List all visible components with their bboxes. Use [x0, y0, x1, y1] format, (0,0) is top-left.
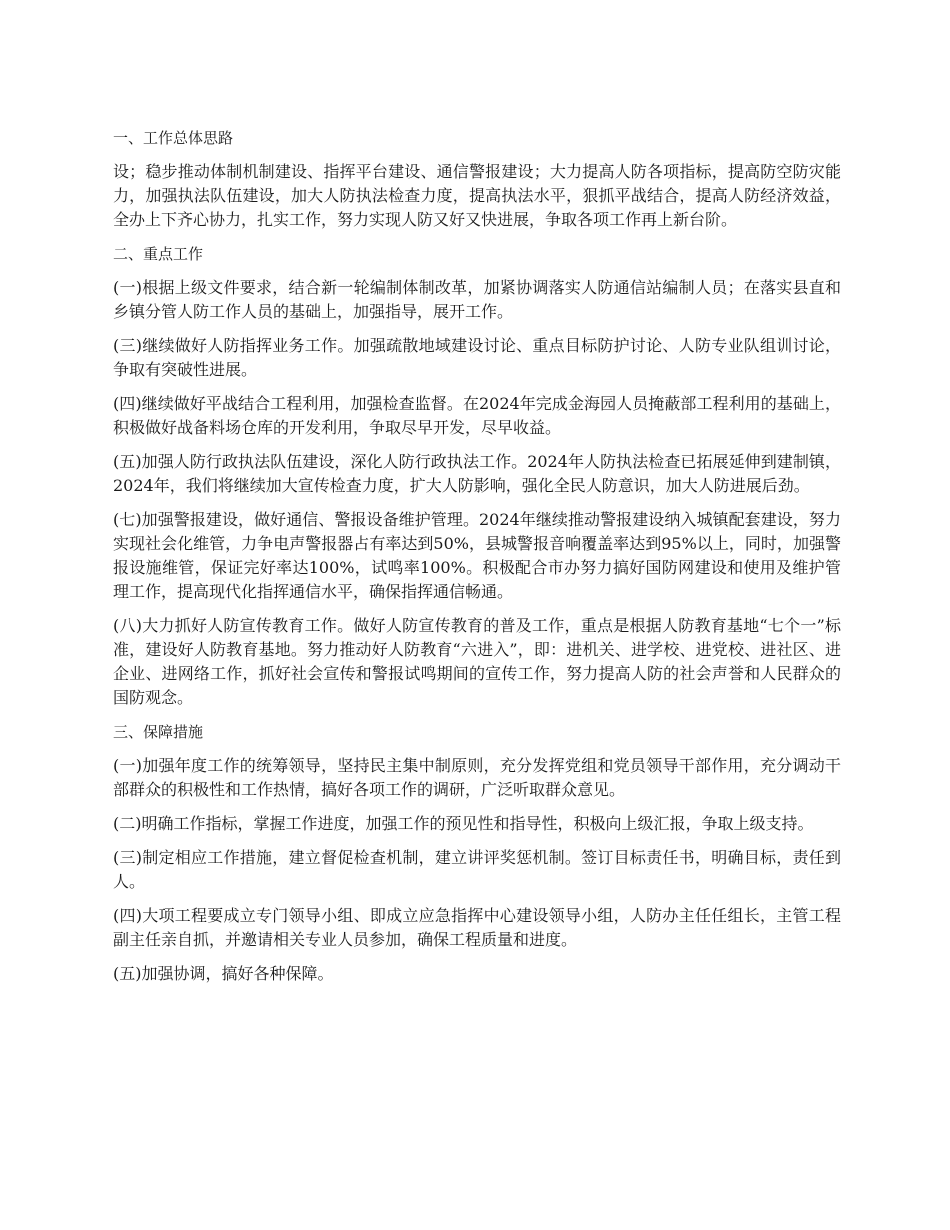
paragraph: (一)根据上级文件要求，结合新一轮编制体制改革，加紧协调落实人防通信站编制人员；在落实县直和乡镇分管人防工作人员的基础上，加强指导，展开工作。	[113, 278, 841, 321]
paragraph: (七)加强警报建设，做好通信、警报设备维护管理。2024年继续推动警报建设纳入城镇配套建设，努力实现社会化维管，力争电声警报器占有率达到50%，县城警报音响覆盖率达到95%以上，同时，加强警报设施维管，保证完好率达100%，试鸣率100%。积极配合市办努力搞好国防网建设和使用及维护管理工作，提高现代化指挥通信水平，确保指挥通信畅通。	[113, 510, 841, 601]
paragraph: (五)加强人防行政执法队伍建设，深化人防行政执法工作。2024年人防执法检查已拓展延伸到建制镇，2024年，我们将继续加大宣传检查力度，扩大人防影响，强化全民人防意识，加大人防进展后劲。	[113, 452, 841, 495]
paragraph: (四)大项工程要成立专门领导小组、即成立应急指挥中心建设领导小组，人防办主任任组长，主管工程副主任亲自抓，并邀请相关专业人员参加，确保工程质量和进度。	[113, 906, 841, 949]
paragraph: (五)加强协调，搞好各种保障。	[113, 964, 334, 983]
section-heading-overall-approach: 一、工作总体思路	[113, 129, 234, 147]
paragraph: (二)明确工作指标，掌握工作进度，加强工作的预见性和指导性，积极向上级汇报，争取上级支持。	[113, 814, 814, 833]
paragraph: (四)继续做好平战结合工程利用，加强检查监督。在2024年完成金海园人员掩蔽部工程利用的基础上，积极做好战备料场仓库的开发利用，争取尽早开发，尽早收益。	[113, 394, 841, 437]
paragraph: (三)制定相应工作措施，建立督促检查机制，建立讲评奖惩机制。签订目标责任书，明确目标，责任到人。	[113, 848, 841, 891]
document-body	[113, 126, 841, 996]
section-heading-key-work: 二、重点工作	[113, 245, 204, 263]
section-heading-safeguards: 三、保障措施	[113, 723, 204, 741]
paragraph: 设；稳步推动体制机制建设、指挥平台建设、通信警报建设；大力提高人防各项指标，提高防空防灾能力，加强执法队伍建设，加大人防执法检查力度，提高执法水平，狠抓平战结合，提高人防经济效益，全办上下齐心协力，扎实工作，努力实现人防又好又快进展，争取各项工作再上新台阶。	[113, 162, 841, 229]
paragraph: (八)大力抓好人防宣传教育工作。做好人防宣传教育的普及工作，重点是根据人防教育基地“七个一”标准，建设好人防教育基地。努力推动好人防教育“六进入”，即：进机关、进学校、进党校、进社区、进企业、进网络工作，抓好社会宣传和警报试鸣期间的宣传工作，努力提高人防的社会声誉和人民群众的国防观念。	[113, 616, 841, 707]
paragraph: (一)加强年度工作的统筹领导，坚持民主集中制原则，充分发挥党组和党员领导干部作用，充分调动干部群众的积极性和工作热情，搞好各项工作的调研，广泛听取群众意见。	[113, 756, 841, 799]
paragraph: (三)继续做好人防指挥业务工作。加强疏散地域建设讨论、重点目标防护讨论、人防专业队组训讨论，争取有突破性进展。	[113, 336, 841, 379]
